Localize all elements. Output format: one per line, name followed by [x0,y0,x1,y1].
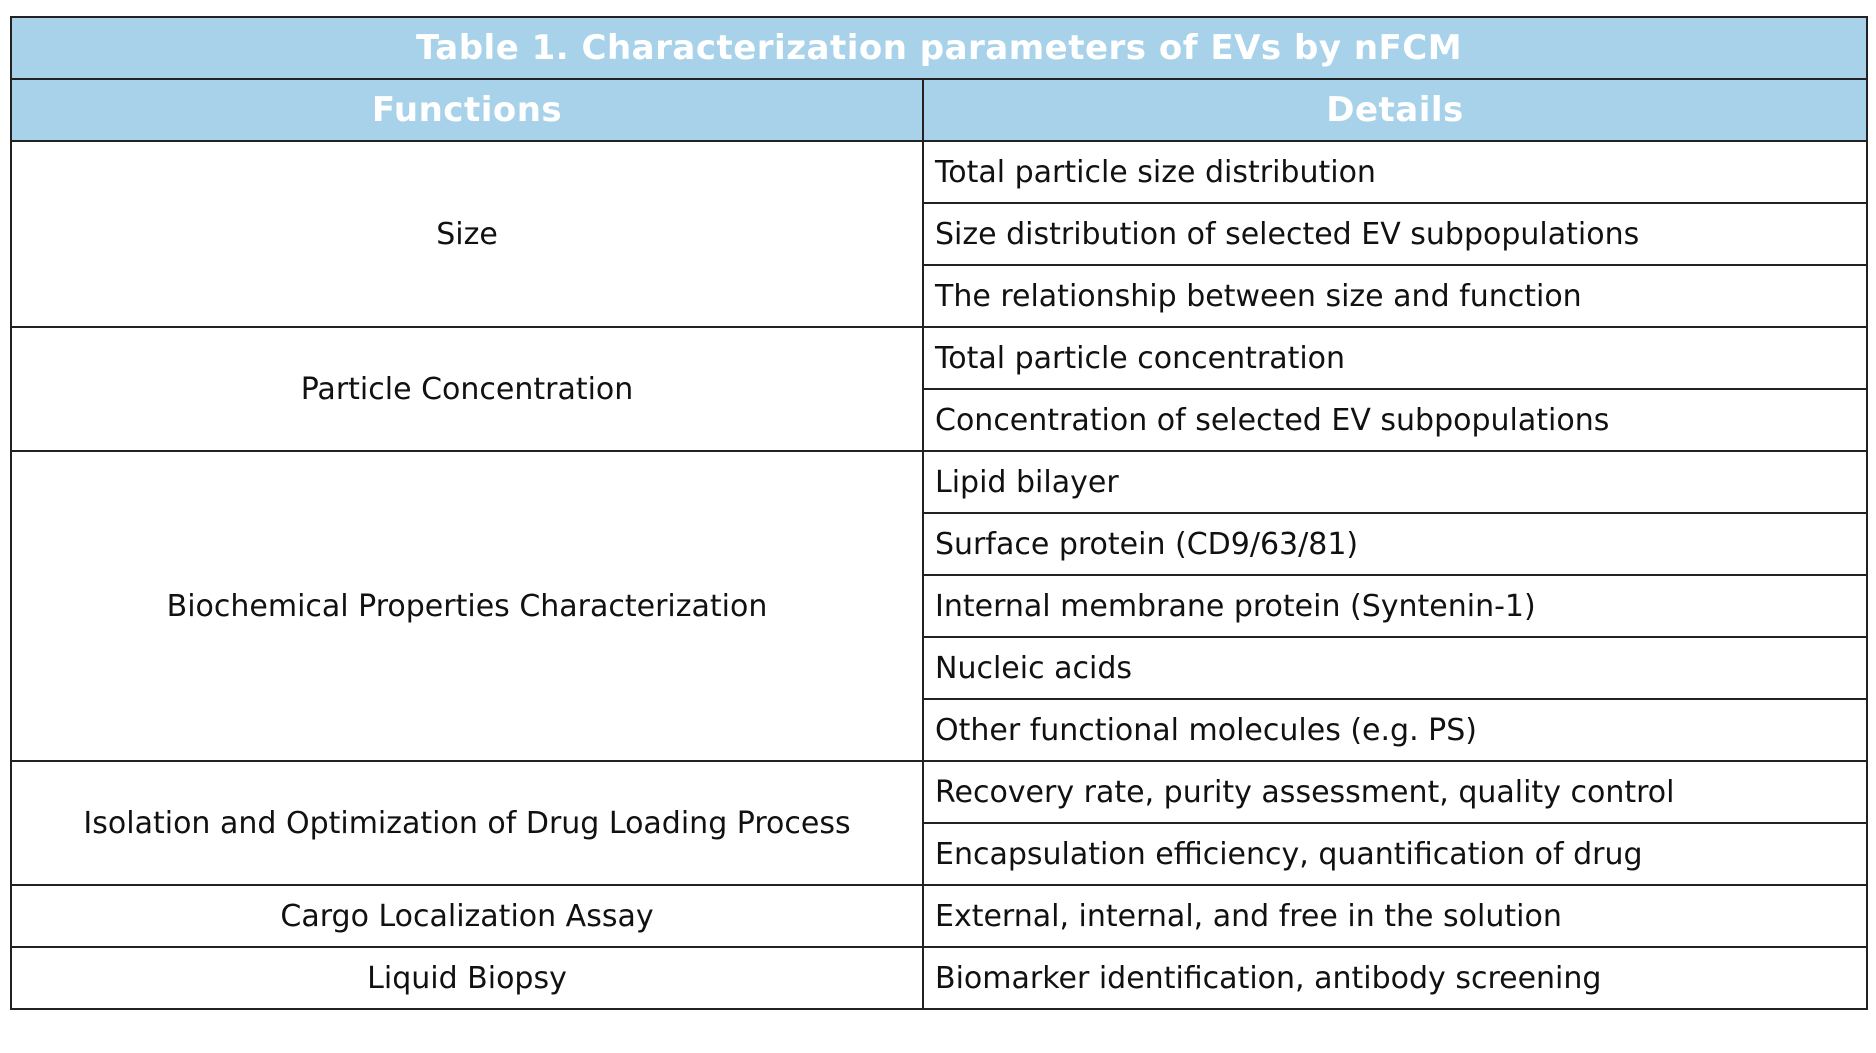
detail-cell: Encapsulation efficiency, quantification of drug [923,823,1867,885]
detail-cell: Total particle size distribution [923,141,1867,203]
function-cell-size: Size [11,141,923,327]
header-functions: Functions [11,79,923,141]
detail-cell: Total particle concentration [923,327,1867,389]
table-title: Table 1. Characterization parameters of EVs by nFCM [11,17,1867,79]
function-cell-liquid-biopsy: Liquid Biopsy [11,947,923,1009]
detail-cell: External, internal, and free in the solution [923,885,1867,947]
detail-cell: Biomarker identification, antibody screening [923,947,1867,1009]
detail-cell: Concentration of selected EV subpopulations [923,389,1867,451]
function-cell-cargo-localization: Cargo Localization Assay [11,885,923,947]
table-title-row [11,17,1867,79]
detail-cell: Size distribution of selected EV subpopulations [923,203,1867,265]
table-row [11,141,1867,203]
table-header-row [11,79,1867,141]
function-cell-biochemical-properties: Biochemical Properties Characterization [11,451,923,761]
detail-cell: Other functional molecules (e.g. PS) [923,699,1867,761]
detail-cell: Lipid bilayer [923,451,1867,513]
header-details: Details [923,79,1867,141]
detail-cell: Nucleic acids [923,637,1867,699]
detail-cell: Internal membrane protein (Syntenin-1) [923,575,1867,637]
table-row [11,885,1867,947]
function-cell-particle-concentration: Particle Concentration [11,327,923,451]
table-row [11,761,1867,823]
detail-cell: Surface protein (CD9/63/81) [923,513,1867,575]
detail-cell: The relationship between size and function [923,265,1867,327]
table-row [11,327,1867,389]
detail-cell: Recovery rate, purity assessment, quality control [923,761,1867,823]
table-row [11,947,1867,1009]
characterization-table [10,16,1868,1010]
function-cell-isolation-optimization: Isolation and Optimization of Drug Loading Process [11,761,923,885]
table-row [11,451,1867,513]
